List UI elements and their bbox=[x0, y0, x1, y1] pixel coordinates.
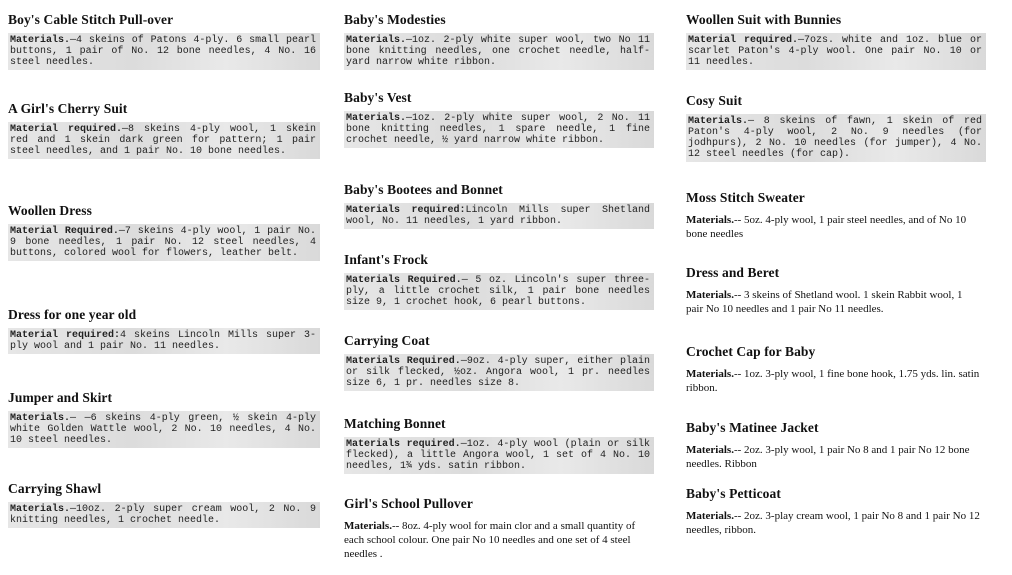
pattern-title: Cosy Suit bbox=[686, 93, 743, 108]
pattern-entry bbox=[344, 252, 654, 310]
materials-label: Materials. bbox=[10, 413, 71, 424]
pattern-title: Carrying Coat bbox=[344, 333, 430, 348]
materials-text bbox=[8, 33, 320, 70]
pattern-entry bbox=[686, 12, 986, 70]
materials-text bbox=[686, 33, 986, 70]
materials-text bbox=[686, 114, 986, 162]
materials-list: -- 2oz. 3-ply wool, 1 pair No 8 and 1 pair No 12 bone needles. Ribbon bbox=[686, 444, 970, 470]
materials-label: Materials. bbox=[686, 444, 734, 456]
materials-list: — 8 skeins of fawn, 1 skein of red Paton's 4-ply wool, 2 No. 9 needles (for jodhpurs), 2 No. 10 needles (for jumper), 4 No. 12 steel needles (for cap). bbox=[688, 116, 982, 160]
pattern-entry bbox=[8, 481, 320, 528]
materials-label: Materials. bbox=[686, 214, 734, 226]
materials-text bbox=[686, 286, 986, 318]
pattern-entry bbox=[686, 344, 986, 397]
materials-text bbox=[344, 517, 654, 563]
pattern-entry bbox=[344, 90, 654, 148]
pattern-entry bbox=[344, 12, 654, 70]
pattern-title: Baby's Bootees and Bonnet bbox=[344, 182, 503, 197]
materials-list: -- 8oz. 4-ply wool for main clor and a small quantity of each school colour. One pair No 10 needles and one set of 4 steel needles . bbox=[344, 520, 636, 560]
pattern-entry bbox=[686, 486, 986, 539]
materials-text bbox=[344, 273, 654, 310]
materials-list: -- 5oz. 4-ply wool, 1 pair steel needles, and of No 10 bone needles bbox=[686, 214, 967, 240]
materials-label: Materials required: bbox=[346, 205, 466, 216]
materials-label: Materials. bbox=[10, 35, 71, 46]
materials-label: Materials. bbox=[686, 368, 734, 380]
materials-label: Material required. bbox=[688, 35, 799, 46]
materials-text bbox=[8, 122, 320, 159]
materials-text bbox=[686, 507, 986, 539]
materials-label: Materials. bbox=[344, 520, 392, 532]
pattern-entry bbox=[686, 265, 986, 318]
materials-label: Material required: bbox=[10, 330, 121, 341]
pattern-title: Baby's Petticoat bbox=[686, 486, 781, 501]
pattern-entry bbox=[8, 307, 320, 354]
pattern-title: Baby's Vest bbox=[344, 90, 412, 105]
pattern-entry bbox=[8, 101, 320, 159]
pattern-entry bbox=[344, 182, 654, 229]
materials-list: —7 skeins 4-ply wool, 1 pair No. 9 bone needles, 1 pair No. 12 steel needles, 4 buttons, colored wool for flowers, leather belt. bbox=[10, 226, 316, 259]
materials-list: — —6 skeins 4-ply green, ½ skein 4-ply white Golden Wattle wool, 2 No. 10 needles, 4 No. 10 steel needles. bbox=[10, 413, 316, 446]
pattern-title: Crochet Cap for Baby bbox=[686, 344, 816, 359]
materials-list: —1oz. 2-ply white super wool, 2 No. 11 bone knitting needles, 1 spare needle, 1 fine crochet needle, ½ yard narrow white ribbon. bbox=[346, 113, 650, 146]
pattern-entry bbox=[8, 12, 320, 70]
materials-label: Material Required. bbox=[10, 226, 119, 237]
pattern-title: Moss Stitch Sweater bbox=[686, 190, 805, 205]
materials-label: Materials Required. bbox=[346, 356, 461, 367]
materials-list: Lincoln Mills super Shetland wool, No. 11 needles, 1 yard ribbon. bbox=[346, 205, 650, 227]
materials-text bbox=[344, 111, 654, 148]
pattern-entry bbox=[686, 93, 986, 162]
materials-list: -- 1oz. 3-ply wool, 1 fine bone hook, 1.75 yds. lin. satin ribbon. bbox=[686, 368, 980, 394]
pattern-entry bbox=[686, 190, 986, 243]
materials-text bbox=[8, 411, 320, 448]
materials-label: Materials. bbox=[10, 504, 71, 515]
pattern-title: Dress and Beret bbox=[686, 265, 780, 280]
materials-list: -- 3 skeins of Shetland wool. 1 skein Rabbit wool, 1 pair No 10 needles and 1 pair No 11 needles. bbox=[686, 289, 963, 315]
materials-list: —1oz. 2-ply white super wool, two No 11 bone knitting needles, one crochet needle, half-yard narrow white ribbon. bbox=[346, 35, 650, 68]
pattern-entry bbox=[8, 390, 320, 448]
pattern-title: Matching Bonnet bbox=[344, 416, 446, 431]
materials-list: —10oz. 2-ply super cream wool, 2 No. 9 knitting needles, 1 crochet needle. bbox=[10, 504, 316, 526]
materials-text bbox=[344, 437, 654, 474]
materials-label: Materials required. bbox=[346, 439, 461, 450]
pattern-title: Baby's Matinee Jacket bbox=[686, 420, 819, 435]
materials-list: —9oz. 4-ply super, either plain or silk flecked, ½oz. Angora wool, 1 pr. needles size 6, 1 pr. needles size 8. bbox=[346, 356, 650, 389]
pattern-entry bbox=[8, 203, 320, 261]
materials-list: — 5 oz. Lincoln's super three-ply, a little crochet silk, 1 pair bone needles size 9, 1 crochet hook, 6 pearl buttons. bbox=[346, 275, 650, 308]
materials-text bbox=[686, 365, 986, 397]
materials-label: Materials. bbox=[346, 113, 407, 124]
pattern-title: Girl's School Pullover bbox=[344, 496, 473, 511]
materials-list: —7ozs. white and 1oz. blue or scarlet Paton's 4-ply wool. One pair No. 10 or 11 needles. bbox=[688, 35, 982, 68]
pattern-title: A Girl's Cherry Suit bbox=[8, 101, 128, 116]
materials-label: Materials. bbox=[686, 289, 734, 301]
materials-label: Material required. bbox=[10, 124, 123, 135]
materials-list: —1oz. 4-ply wool (plain or silk flecked), a little Angora wool, 1 set of 4 No. 10 needles, 1¾ yds. satin ribbon. bbox=[346, 439, 650, 472]
materials-text bbox=[686, 211, 986, 243]
pattern-title: Carrying Shawl bbox=[8, 481, 102, 496]
materials-list: 4 skeins Lincoln Mills super 3-ply wool and 1 pair No. 11 needles. bbox=[10, 330, 316, 352]
materials-label: Materials Required. bbox=[346, 275, 462, 286]
pattern-entry bbox=[344, 496, 654, 563]
pattern-title: Infant's Frock bbox=[344, 252, 429, 267]
pattern-entry bbox=[686, 420, 986, 473]
materials-text bbox=[344, 354, 654, 391]
materials-text bbox=[8, 224, 320, 261]
pattern-entry bbox=[344, 333, 654, 391]
materials-text bbox=[8, 328, 320, 354]
pattern-title: Woollen Suit with Bunnies bbox=[686, 12, 842, 27]
materials-label: Materials. bbox=[686, 510, 734, 522]
materials-list: —4 skeins of Patons 4-ply. 6 small pearl buttons, 1 pair of No. 12 bone needles, 4 No. 16 steel needles. bbox=[10, 35, 316, 68]
pattern-title: Boy's Cable Stitch Pull-over bbox=[8, 12, 174, 27]
materials-label: Materials. bbox=[346, 35, 407, 46]
pattern-title: Jumper and Skirt bbox=[8, 390, 113, 405]
pattern-title: Dress for one year old bbox=[8, 307, 137, 322]
materials-text bbox=[8, 502, 320, 528]
pattern-title: Woollen Dress bbox=[8, 203, 92, 218]
materials-text bbox=[686, 441, 986, 473]
materials-text bbox=[344, 33, 654, 70]
materials-text bbox=[344, 203, 654, 229]
materials-list: —8 skeins 4-ply wool, 1 skein red and 1 skein dark green for pattern; 1 pair steel needles, and 1 pair No. 10 bone needles. bbox=[10, 124, 316, 157]
pattern-title: Baby's Modesties bbox=[344, 12, 446, 27]
materials-list: -- 2oz. 3-play cream wool, 1 pair No 8 and 1 pair No 12 needles, ribbon. bbox=[686, 510, 980, 536]
materials-label: Materials. bbox=[688, 116, 749, 127]
pattern-entry bbox=[344, 416, 654, 474]
